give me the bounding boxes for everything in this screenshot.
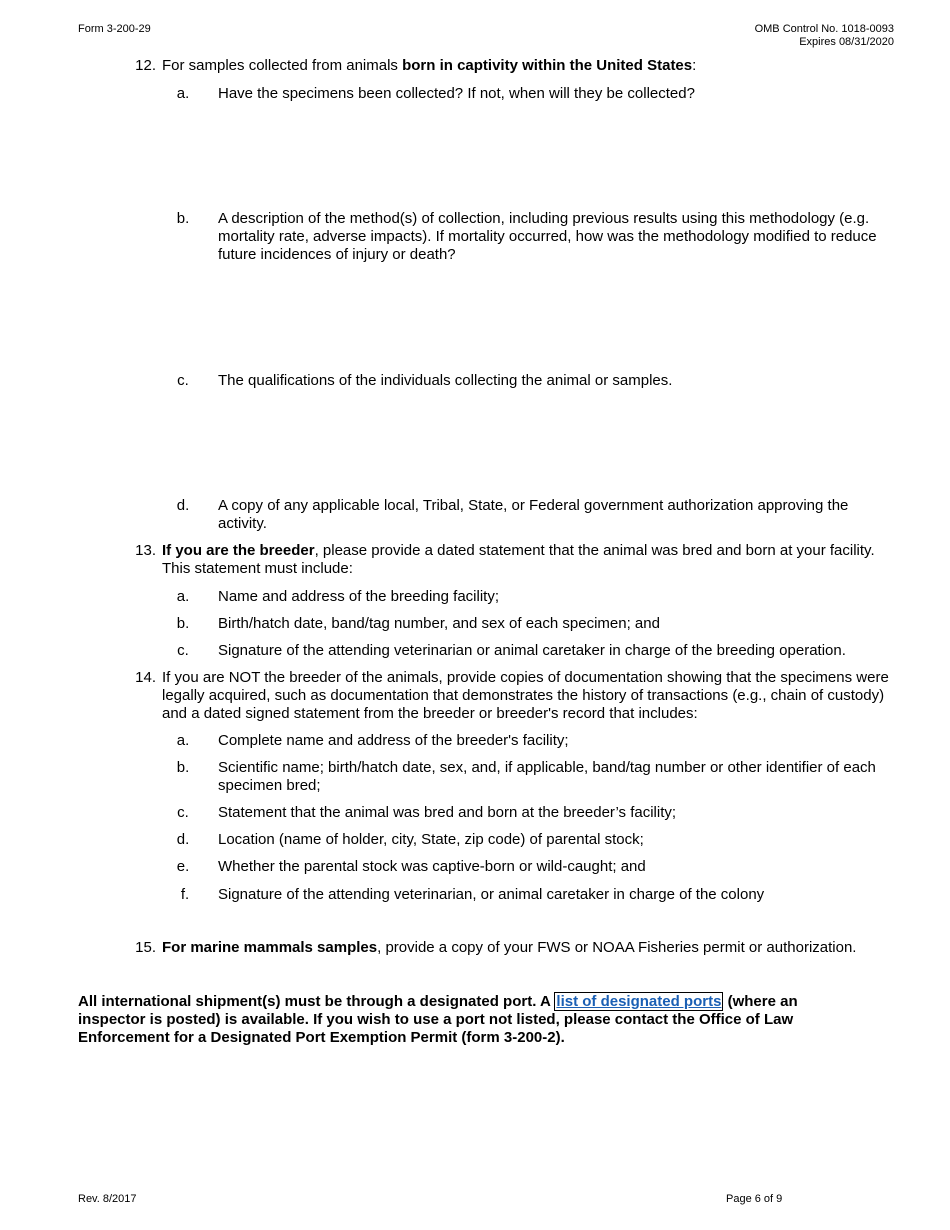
question-text [162,542,902,578]
list-item: Signature of the attending veterinarian, or animal caretaker in charge of the colony [218,886,765,903]
list-item: Complete name and address of the breeder's facility; [218,732,569,749]
question-text-bold: For marine mammals samples [162,939,378,956]
list-item: A copy of any applicable local, Tribal, State, or Federal government authorization approving the activity. [218,497,849,532]
omb-control-number: OMB Control No. 1018-0093 [754,23,894,35]
item-label: f. [180,886,190,903]
list-item: Statement that the animal was bred and born at the breeder’s facility; [218,804,677,821]
question-text-bold: born in captivity within the United States [402,57,693,74]
list-item: Signature of the attending veterinarian or animal caretaker in charge of the breeding operation. [218,642,846,659]
list-item: Birth/hatch date, band/tag number, and sex of each specimen; and [218,615,660,632]
question-text-plain: , provide a copy of your FWS or NOAA Fisheries permit or authorization. [377,939,857,956]
item-label: c. [177,372,189,389]
item-label: d. [176,831,190,848]
list-item: Have the specimens been collected? If not, when will they be collected? [218,85,695,102]
list-item: The qualifications of the individuals collecting the animal or samples. [218,372,673,389]
question-number: 12. [135,57,156,74]
question-number: 15. [135,939,156,956]
item-label: a. [176,85,190,102]
item-label: e. [176,858,190,875]
item-label: b. [176,210,190,227]
list-item: Whether the parental stock was captive-born or wild-caught; and [218,858,646,875]
form-number: Form 3-200-29 [78,23,151,35]
omb-header [755,23,894,49]
expiration-date: Expires 08/31/2020 [799,36,894,48]
question-number: 13. [135,542,156,559]
question-text-end: : [692,57,697,74]
designated-ports-link[interactable]: list of designated ports [556,993,722,1010]
item-label: a. [176,588,190,605]
page-number: Page 6 of 9 [726,1193,783,1205]
question-text-plain: , please provide a dated statement that the animal was bred and born at your facility. This statement must include: [162,542,875,577]
question-text [162,57,902,75]
item-label: b. [176,759,190,776]
list-item: A description of the method(s) of collection, including previous results using this methodology (e.g. mortality rate, adverse impacts). If mortality occurred, how was the methodology modified to reduce future incidences of injury or death? [218,210,877,263]
item-label: b. [176,615,190,632]
question-number: 14. [135,669,156,686]
question-text: If you are NOT the breeder of the animals, provide copies of documentation showing that the specimens were legally acquired, such as documentation that demonstrates the history of transactions (e.g., chain of custody) and a dated signed statement from the breeder or breeder's record that includes: [162,669,889,722]
item-label: a. [176,732,190,749]
designated-port-notice [78,993,858,1047]
item-label: c. [177,804,189,821]
question-text [162,939,902,957]
notice-text-end: (where an inspector is posted) is available. If you wish to use a port not listed, please contact the Office of Law Enforcement for a Designated Port Exemption Permit (form 3-200-2). [78,993,798,1046]
question-text-bold: If you are the breeder [162,542,315,559]
item-label: d. [176,497,190,514]
revision-date: Rev. 8/2017 [78,1193,137,1205]
question-text-plain: For samples collected from animals [162,57,403,74]
list-item: Scientific name; birth/hatch date, sex, and, if applicable, band/tag number or other identifier of each specimen bred; [218,759,876,794]
list-item: Location (name of holder, city, State, zip code) of parental stock; [218,831,644,848]
item-label: c. [177,642,189,659]
notice-text-start: All international shipment(s) must be through a designated port. A [78,993,555,1010]
list-item: Name and address of the breeding facility; [218,588,499,605]
